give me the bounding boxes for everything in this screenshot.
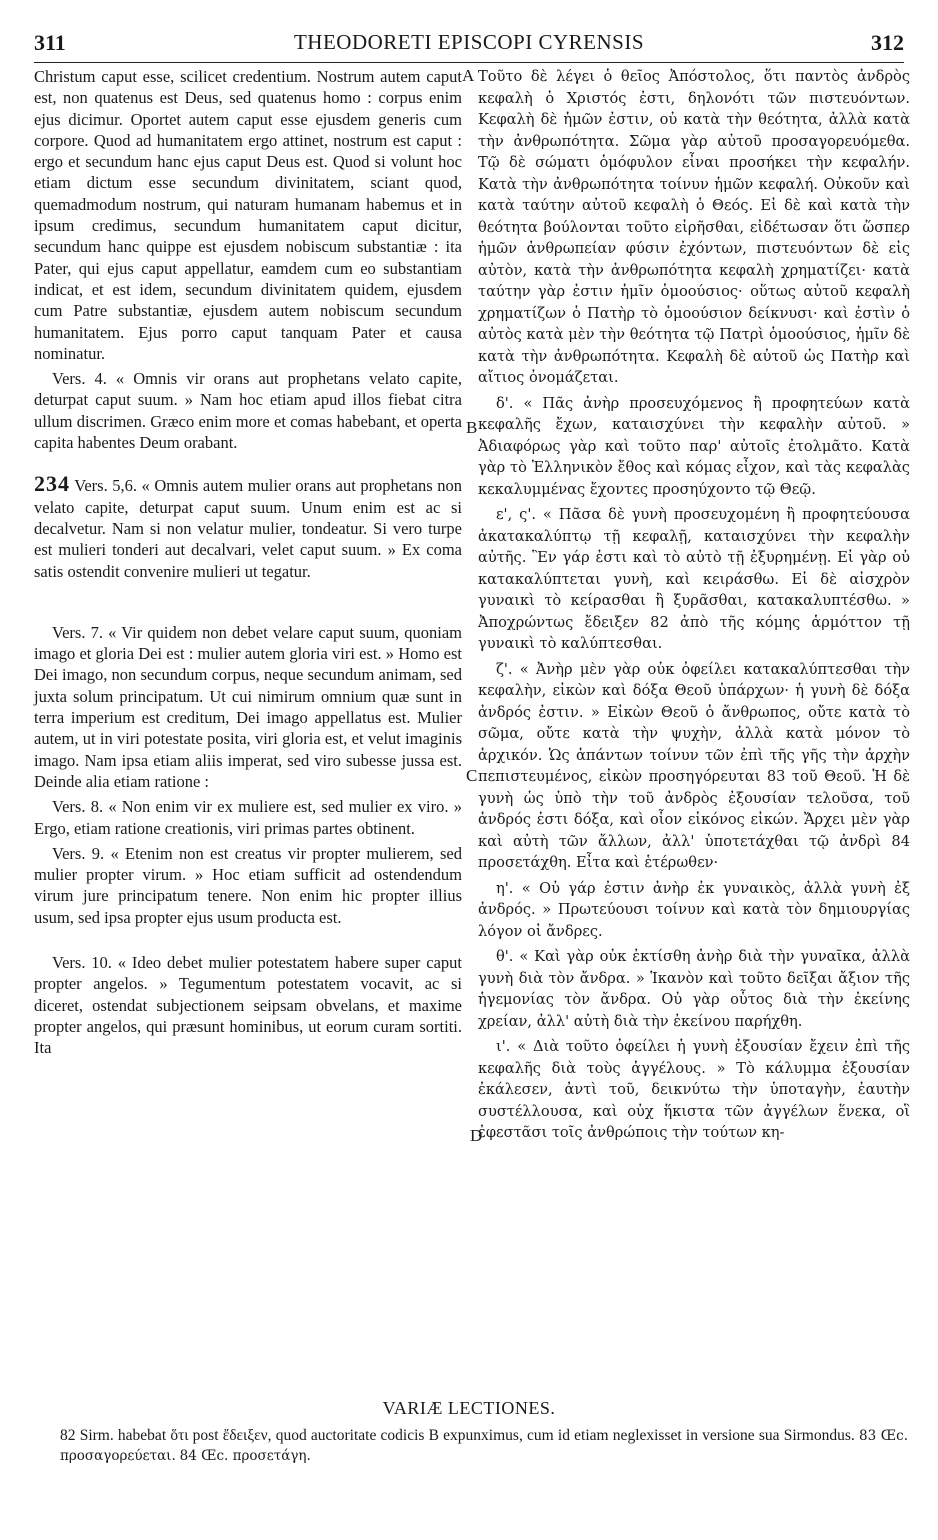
greek-paragraph: ε', ς'. « Πᾶσα δὲ γυνὴ προσευχομένη ἢ προφητεύουσα ἀκατακαλύπτῳ τῇ κεφαλῇ, καταισχύνει τὴν κεφαλὴν αὐτῆς. Ἓν γάρ ἐστι καὶ τὸ αὐτὸ τῇ ἐξυρημένῃ. Εἰ γὰρ οὐ κατακαλύπτεται γυνὴ, καὶ κειράσθω. Εἰ δὲ αἰσχρὸν γυναικὶ τὸ κείρασθαι ἢ ξυρᾶσθαι, κατακαλυπτέσθω. » Ἀποχρώντως ἔδειξεν 82 ἀπὸ τῆς κόμης ἁρμόττον τῇ γυναικὶ τὸ καλύπτεσθαι. — [478, 506, 910, 652]
page-number-right: 312 — [871, 30, 904, 55]
greek-paragraph: Τοῦτο δὲ λέγει ὁ θεῖος Ἀπόστολος, ὅτι παντὸς ἀνδρὸς κεφαλὴ ὁ Χριστός ἐστι, δηλονότι τῶν πιστευόντων. Κεφαλὴ δὲ ἡμῶν ἐστιν, οὐ κατὰ τὴν θεότητα, ἀλλὰ κατὰ τὴν ἀνθρωπότητα. Σῶμα γὰρ αὐτοῦ προσαγορευόμεθα. Τῷ δὲ σώματι ὁμόφυλον εἶναι προσήκει τὴν κεφαλήν. Κατὰ τὴν ἀνθρωπότητα τοίνυν ἡμῶν κεφαλή. Οὐκοῦν καὶ κατὰ ταύτην αὐτοῦ κεφαλὴ ὁ Θεός. Εἰ δὲ καὶ κατὰ τὴν θεότητα βούλονται τοῦτο εἰρῆσθαι, εἰδέτωσαν ὅτι ὥσπερ ἡμῶν ἀνθρωπείαν φύσιν ἐχόντων, πιστευόντων δὲ εἰς αὐτὸν, κατὰ τὴν ἀνθρωπότητα κεφαλὴ χρηματίζει· κατὰ ταύτην γὰρ ἐστιν ἡμῖν ὁμοούσιος· οὕτως αὐτοῦ κεφαλὴ χρηματίζων ὁ Πατὴρ τὸ ὁμοούσιον δείκνυσι· καὶ ἐστὶν ὁ αὐτὸς κατὰ μὲν τὴν θεότητα τῷ Πατρὶ ὁμοούσιος, ἡμῖν δὲ κατὰ τὴν ἀνθρωπότητα. Κεφαλὴ δὲ αὐτοῦ ὡς Πατὴρ καὶ αἴτιος ὀνομάζεται. — [478, 68, 910, 386]
latin-column — [34, 66, 462, 1062]
greek-paragraph: θ'. « Καὶ γὰρ οὐκ ἐκτίσθη ἀνὴρ διὰ τὴν γυναῖκα, ἀλλὰ γυνὴ διὰ τὸν ἄνδρα. » Ἱκανὸν καὶ τοῦτο δεῖξαι ἄξιον τῆς ἡγεμονίας τὸν ἄνδρα. Οὐ γὰρ οὗτος διὰ τὴν ἐκείνης χρείαν, ἀλλ' αὐτὴ διὰ τὴν ἐκείνου παρήχθη. — [478, 948, 910, 1030]
margin-letter-b: B — [466, 418, 478, 437]
latin-paragraph: Vers. 9. « Etenim non est creatus vir propter mulierem, sed mulier propter virum. » Hoc etiam sufficit ad ostendendum virum jure principatum tenere. Non enim hic propter illius usum, sed ipsa propter ejus usum producta est. — [34, 843, 462, 927]
margin-letter-a: A — [462, 66, 475, 85]
greek-paragraph: ι'. « Διὰ τοῦτο ὀφείλει ἡ γυνὴ ἐξουσίαν ἔχειν ἐπὶ τῆς κεφαλῆς διὰ τοὺς ἀγγέλους. » Τὸ κάλυμμα ἐξουσίαν ἐκάλεσεν, ἀντὶ τοῦ, δεικνύτω τὴν ὑποταγὴν, ἑαυτὴν συστέλλουσα, καὶ οὐχ ἥκιστα τῶν ἀγγέλων ἕνεκα, οἳ ἐφεστᾶσι τοῖς ἀνθρώποις τὴν τούτων κη- — [478, 1038, 910, 1141]
latin-paragraph: Vers. 10. « Ideo debet mulier potestatem habere super caput propter angelos. » Tegumentum potestatem vocavit, ac si diceret, ostendat subjectionem seipsam obvelans, et maxime propter angelos, qui præsunt hominibus, ut eorum curam sortiti. Ita — [34, 952, 462, 1058]
page-number-left: 311 — [34, 30, 66, 55]
greek-column — [478, 66, 910, 1148]
footnote: 82 Sirm. habebat ὅτι post ἔδειξεν, quod auctoritate codicis B expunximus, cum id etiam neglexisset in versione sua Sirmondus. 83 Œc. προσαγορεύεται. 84 Œc. προσετάγη. — [60, 1427, 908, 1464]
latin-paragraph: Vers. 8. « Non enim vir ex muliere est, sed mulier ex viro. » Ergo, etiam ratione creationis, viri primas partes obtinent. — [34, 797, 462, 838]
latin-paragraph: Christum caput esse, scilicet credentium. Nostrum autem caput est, non quatenus est Deus, sed quatenus homo : corpus enim ejus dicimur. Oportet autem caput esse ejusdem generis cum corpore. Quod ad humanitatem ergo attinet, nostrum est caput : ergo et secundum hanc ejus caput Deus est. Quod si volunt hoc etiam dictum esse secundum divinitatem, sciant quod, quemadmodum nostrum, qui naturam humanam habemus et in ipsum credimus, secundum humanitatem caput dicitur, secundum hanc quippe est ejusdem nobiscum substantiæ : ita Pater, qui ejus caput appellatur, eamdem cum eo substantiam indicat, et est idem, secundum divinitatem quidem, ejusdem cum Patre substantiæ, ejusdem autem nobiscum secundum humanitatem. Ejus porro caput tanquam Pater et causa nominatur. — [34, 67, 462, 363]
latin-paragraph: 234 Vers. 5,6. « Omnis autem mulier orans aut prophetans non velato capite, deturpat caput suum. Unum enim est ac si decalvetur. Nam si non velatur mulier, tondeatur. Si vero turpe est mulieri tonderi aut decalvari, velet caput suum. » Ex coma satis ostendit convenire mulieri ut tegatur. — [34, 471, 463, 581]
greek-paragraph: η'. « Οὐ γάρ ἐστιν ἀνὴρ ἐκ γυναικὸς, ἀλλὰ γυνὴ ἐξ ἀνδρός. » Πρωτεύουσι τοίνυν καὶ κατὰ τὸν δημιουργίας λόγον οἱ ἄνδρες. — [478, 879, 910, 940]
margin-letter-c: C — [466, 766, 478, 785]
running-head-title: THEODORETI EPISCOPI CYRENSIS — [293, 30, 645, 54]
page-header — [34, 28, 904, 63]
variae-lectiones-heading: VARIÆ LECTIONES. — [382, 1398, 556, 1418]
margin-letter-d: D — [470, 1126, 483, 1145]
footnotes — [60, 1426, 908, 1466]
latin-paragraph: Vers. 7. « Vir quidem non debet velare caput suum, quoniam imago et gloria Dei est : mulier autem gloria viri est. » Homo est Dei imago, non secundum corpus, neque secundum animam, sed juxta solum principatum. Ut cui nimirum omnium quæ sunt in terra imperium est creditum, Dei imago appellatus est. Mulier autem, ut in viri potestate posita, viri gloria est, et velut imaginis imago. Nam ipsa etiam aliis imperat, sed viro subesse jussa est. Deinde alia etiam ratione : — [34, 622, 462, 791]
latin-paragraph: Vers. 4. « Omnis vir orans aut prophetans velato capite, deturpat caput suum. » Nam hoc etiam apud illos fiebat citra ullum discrimen. Græco enim more et comas habebant, et operta capita habentes Deum orabant. — [34, 369, 462, 453]
greek-paragraph: ζ'. « Ἀνὴρ μὲν γὰρ οὐκ ὀφείλει κατακαλύπτεσθαι τὴν κεφαλὴν, εἰκὼν καὶ δόξα Θεοῦ ὑπάρχων· ἡ γυνὴ δὲ δόξα ἀνδρός ἐστιν. » Εἰκὼν Θεοῦ ὁ ἄνθρωπος, οὔτε κατὰ τὸ σῶμα, οὔτε κατὰ τὴν ψυχὴν, ἀλλὰ κατὰ μόνον τὸ ἀρχικόν. Ὡς ἁπάντων τοίνυν τῶν ἐπὶ τῆς γῆς τὴν ἀρχὴν πεπιστευμένος, εἰκὼν προσηγόρευται 83 τοῦ Θεοῦ. Ἡ δὲ γυνὴ ὡς ὑπὸ τὴν τοῦ ἀνδρὸς ἐξουσίαν τελοῦσα, τοῦ ἀνδρός ἐστι δόξα, καὶ οἷον εἰκόνος εἰκών. Ἄρχει μὲν γὰρ καὶ αὐτὴ τῶν ἄλλων, ἀλλ' ὑποτετάχθαι τῷ ἀνδρὶ 84 προσετάχθη. Εἶτα καὶ ἑτέρωθεν· — [478, 660, 910, 871]
greek-paragraph: δ'. « Πᾶς ἀνὴρ προσευχόμενος ἢ προφητεύων κατὰ κεφαλῆς ἔχων, καταισχύνει τὴν κεφαλὴν αὐτοῦ. » Ἀδιαφόρως γὰρ καὶ τοῦτο παρ' αὐτοῖς ἐτολμᾶτο. Κατὰ γὰρ τὸ Ἑλληνικὸν ἔθος καὶ κόμας εἶχον, καὶ τὰς κεφαλὰς κεκαλυμμένας ἔχοντες προσηύχοντο τῷ Θεῷ. — [478, 394, 910, 498]
margin-number: 234 — [34, 471, 70, 497]
